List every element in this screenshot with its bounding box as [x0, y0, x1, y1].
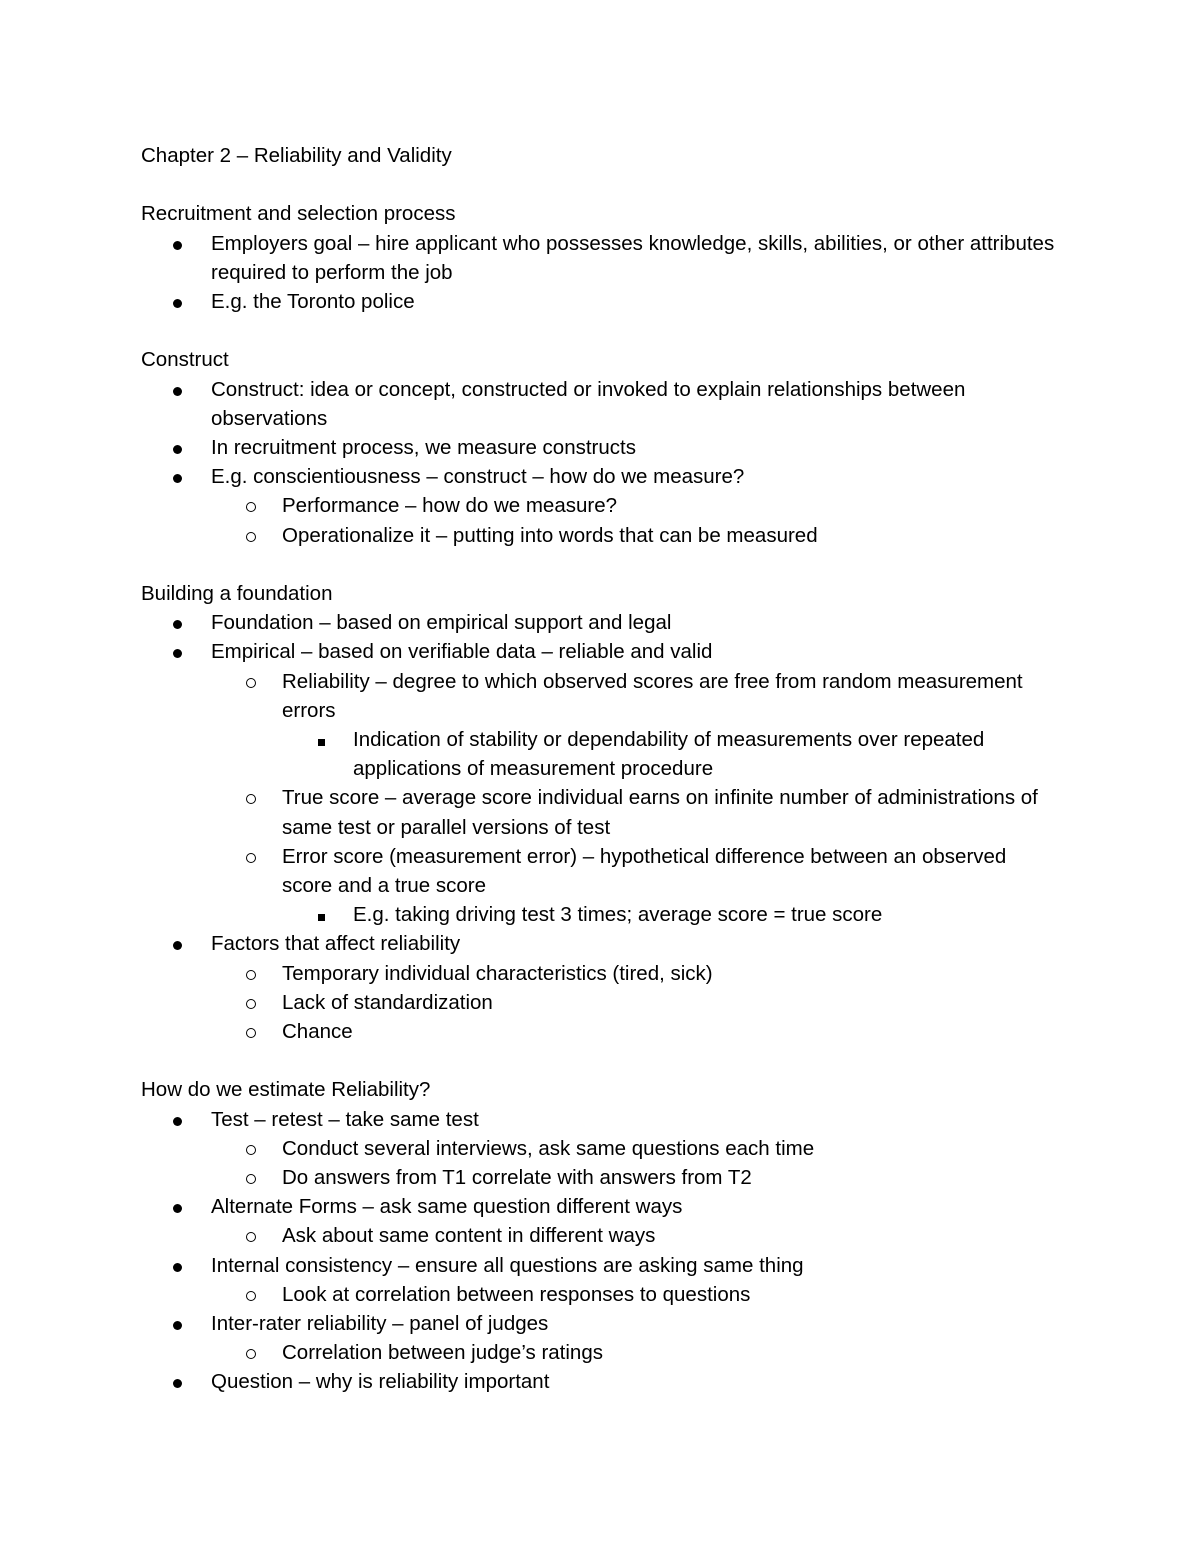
bullet-dot-icon	[173, 637, 182, 666]
list-item-text: Alternate Forms – ask same question different ways	[211, 1195, 683, 1219]
list-item-text: Look at correlation between responses to questions	[282, 1282, 751, 1306]
list-item	[141, 1280, 1060, 1309]
bullet-circle-icon	[246, 1280, 256, 1309]
bullet-dot-icon	[173, 1309, 182, 1338]
list-item-text: Do answers from T1 correlate with answers from T2	[282, 1166, 752, 1190]
list-item	[141, 491, 1060, 520]
list-item	[141, 287, 1060, 316]
bullet-circle-icon	[246, 491, 256, 520]
list-item-text: Ask about same content in different ways	[282, 1224, 656, 1248]
document-title: Chapter 2 – Reliability and Validity	[141, 144, 452, 167]
list-item-text: E.g. the Toronto police	[211, 290, 415, 313]
bullet-circle-icon	[246, 1221, 256, 1250]
list-item	[141, 637, 1060, 666]
list-item-text: Chance	[282, 1020, 353, 1044]
list-item-text: Reliability – degree to which observed scores are free from random measurement errors	[282, 669, 1023, 722]
section-heading: Recruitment and selection process	[141, 202, 456, 226]
list-item	[141, 1192, 1060, 1221]
section-heading: Building a foundation	[141, 582, 333, 605]
list-item	[141, 229, 1060, 287]
list-item	[141, 929, 1060, 958]
list-item	[141, 608, 1060, 637]
bullet-list	[141, 229, 1060, 317]
section	[141, 1075, 1060, 1396]
section	[141, 345, 1060, 549]
bullet-circle-icon	[246, 783, 256, 812]
list-item-text: E.g. taking driving test 3 times; average score = true score	[353, 903, 883, 927]
list-item	[141, 783, 1060, 841]
list-item	[141, 988, 1060, 1017]
bullet-dot-icon	[173, 1251, 182, 1280]
bullet-square-icon	[318, 900, 325, 929]
list-item-text: Indication of stability or dependability of measurements over repeated applications of measurement procedure	[353, 728, 985, 781]
list-item	[141, 900, 1060, 929]
list-item	[141, 1134, 1060, 1163]
list-item	[141, 1221, 1060, 1250]
list-item	[141, 1338, 1060, 1367]
list-item	[141, 1017, 1060, 1046]
bullet-dot-icon	[173, 608, 182, 637]
bullet-dot-icon	[173, 1192, 182, 1221]
list-item-text: Employers goal – hire applicant who possesses knowledge, skills, abilities, or other attributes required to perform the job	[211, 231, 1055, 284]
bullet-dot-icon	[173, 929, 182, 958]
list-item-text: Temporary individual characteristics (tired, sick)	[282, 961, 713, 985]
list-item	[141, 1367, 1060, 1396]
list-item-text: Conduct several interviews, ask same questions each time	[282, 1136, 815, 1160]
list-item-text: E.g. conscientiousness – construct – how do we measure?	[211, 465, 745, 489]
list-item	[141, 959, 1060, 988]
bullet-circle-icon	[246, 988, 256, 1017]
list-item	[141, 1309, 1060, 1338]
list-item	[141, 1163, 1060, 1192]
list-item	[141, 521, 1060, 550]
bullet-dot-icon	[173, 229, 182, 258]
bullet-circle-icon	[246, 842, 256, 871]
list-item	[141, 375, 1060, 433]
list-item-text: Correlation between judge’s ratings	[282, 1341, 603, 1365]
bullet-circle-icon	[246, 667, 256, 696]
list-item-text: Internal consistency – ensure all questions are asking same thing	[211, 1253, 804, 1277]
bullet-dot-icon	[173, 433, 182, 462]
list-item-text: True score – average score individual earns on infinite number of administrations of same test or parallel versions of test	[282, 786, 1038, 839]
list-item	[141, 462, 1060, 491]
list-item	[141, 667, 1060, 725]
bullet-dot-icon	[173, 462, 182, 491]
list-item-text: Test – retest – take same test	[211, 1107, 479, 1131]
list-item-text: Inter-rater reliability – panel of judges	[211, 1312, 549, 1336]
section	[141, 199, 1060, 316]
list-item-text: Empirical – based on verifiable data – reliable and valid	[211, 640, 713, 664]
bullet-square-icon	[318, 725, 325, 754]
section	[141, 579, 1060, 1046]
section-heading: Construct	[141, 348, 229, 372]
list-item	[141, 1251, 1060, 1280]
list-item	[141, 1105, 1060, 1134]
list-item	[141, 842, 1060, 900]
bullet-dot-icon	[173, 1105, 182, 1134]
document-body	[141, 199, 1060, 1396]
bullet-circle-icon	[246, 1017, 256, 1046]
bullet-list	[141, 608, 1060, 1046]
list-item	[141, 725, 1060, 783]
list-item-text: Factors that affect reliability	[211, 932, 461, 956]
bullet-dot-icon	[173, 1367, 182, 1396]
bullet-list	[141, 1105, 1060, 1397]
list-item-text: Construct: idea or concept, constructed or invoked to explain relationships between observations	[211, 377, 966, 430]
list-item-text: Question – why is reliability important	[211, 1370, 550, 1394]
bullet-list	[141, 375, 1060, 550]
bullet-dot-icon	[173, 375, 182, 404]
bullet-circle-icon	[246, 959, 256, 988]
list-item-text: Operationalize it – putting into words that can be measured	[282, 523, 818, 547]
list-item-text: In recruitment process, we measure constructs	[211, 436, 636, 459]
bullet-circle-icon	[246, 521, 256, 550]
list-item-text: Performance – how do we measure?	[282, 494, 618, 518]
section-heading: How do we estimate Reliability?	[141, 1078, 431, 1102]
list-item-text: Foundation – based on empirical support and legal	[211, 611, 672, 635]
bullet-circle-icon	[246, 1134, 256, 1163]
bullet-circle-icon	[246, 1163, 256, 1192]
list-item-text: Lack of standardization	[282, 990, 493, 1014]
bullet-dot-icon	[173, 287, 182, 316]
list-item-text: Error score (measurement error) – hypothetical difference between an observed score and a true score	[282, 844, 1007, 898]
list-item	[141, 433, 1060, 462]
bullet-circle-icon	[246, 1338, 256, 1367]
